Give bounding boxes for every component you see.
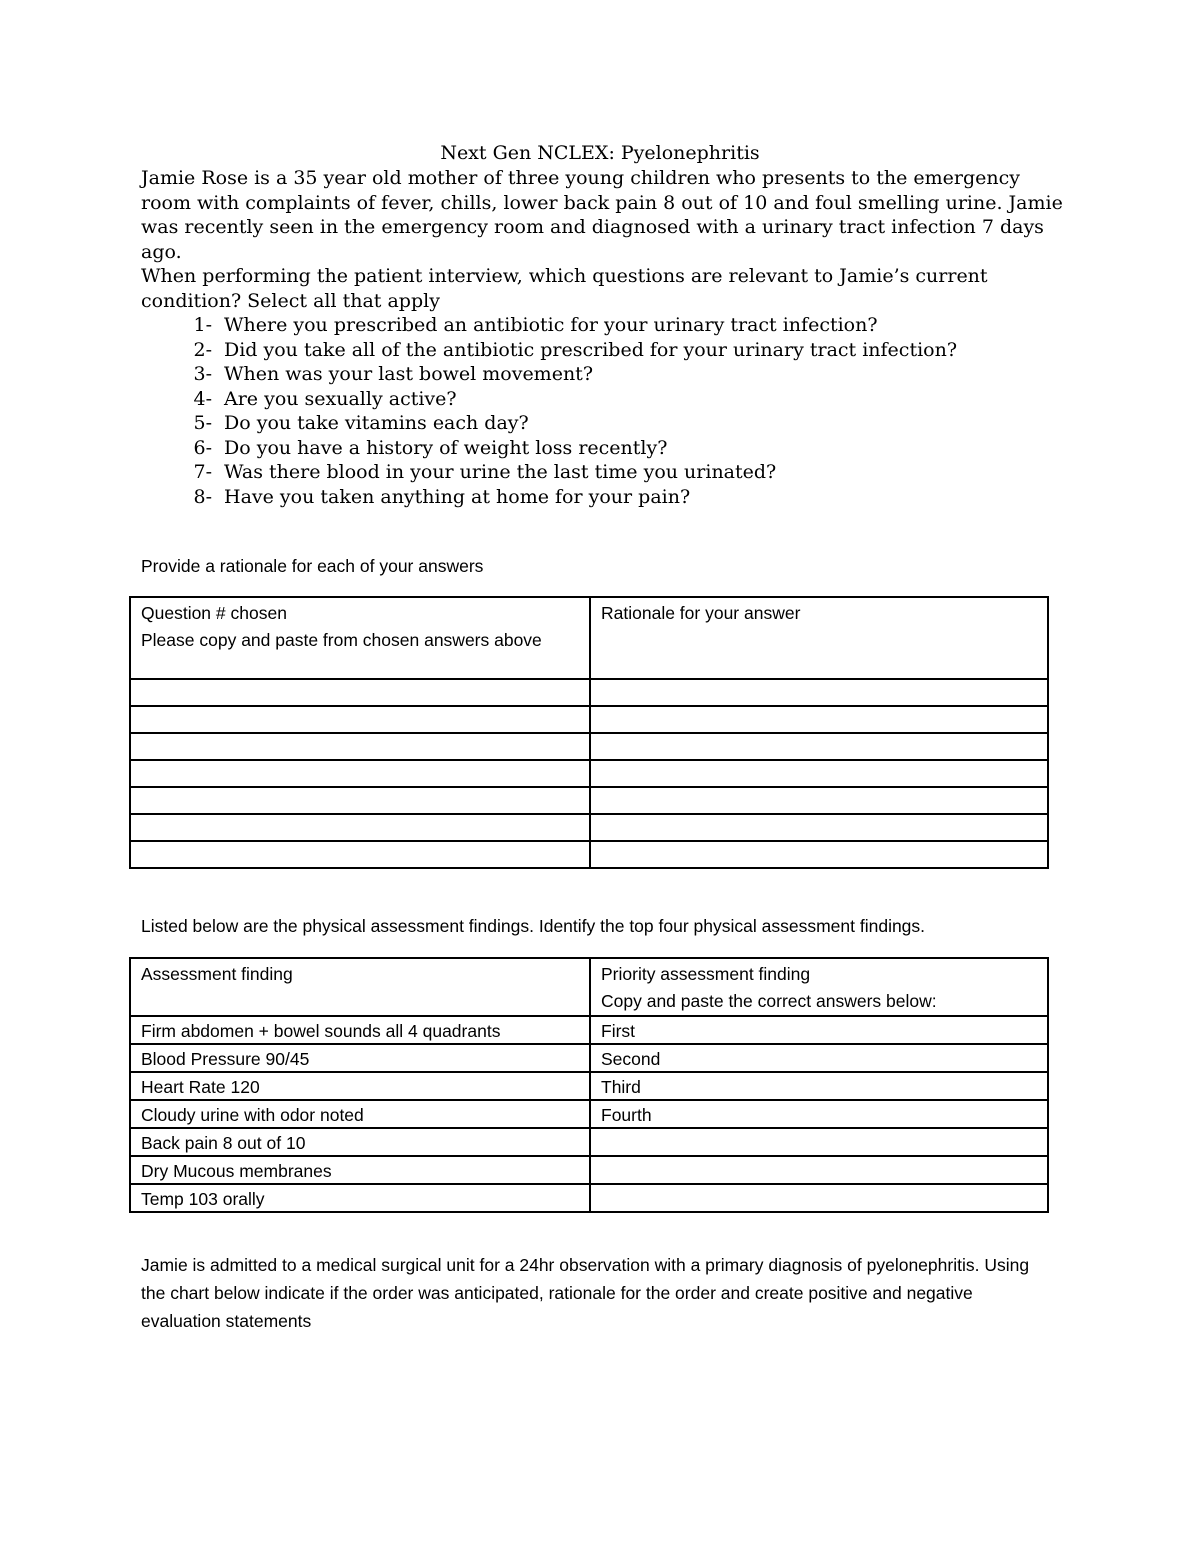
option-text: When was your last bowel movement? [224,363,594,385]
option-text: Do you have a history of weight loss recently? [224,436,668,459]
answer-option [141,387,1071,412]
question-chosen-label: Question # chosen [141,603,287,623]
table-row [130,760,1048,787]
admission-instructions: Jamie is admitted to a medical surgical unit for a 24hr observation with a primary diagnosis of pyelonephritis. Using the chart below indicate if the order was anticipated, rationale for the order and create positive and negative evaluation statements [141,1255,1030,1331]
priority-cell[interactable] [590,1156,1048,1184]
finding-cell: Dry Mucous membranes [130,1156,590,1184]
question-chosen-cell[interactable] [130,706,590,733]
option-text: Are you sexually active? [224,387,457,410]
rationale-cell[interactable] [590,841,1048,868]
option-text: Was there blood in your urine the last time you urinated? [224,461,777,483]
question-chosen-cell[interactable] [130,679,590,706]
table-row [130,814,1048,841]
rationale-table [129,596,1049,869]
option-number: 2- [193,338,212,361]
answer-option [141,460,1071,485]
copy-paste-hint: Please copy and paste from chosen answers above [141,630,542,650]
finding-cell: Temp 103 orally [130,1184,590,1212]
rationale-cell[interactable] [590,706,1048,733]
priority-cell[interactable]: Third [590,1072,1048,1100]
question-chosen-cell[interactable] [130,841,590,868]
assessment-finding-header: Assessment finding [130,958,590,1016]
option-number: 4- [193,387,212,410]
answer-options [141,313,1071,509]
table-row [130,733,1048,760]
interview-question: When performing the patient interview, which questions are relevant to Jamie’s current condition? Select all that apply [141,265,988,312]
question-chosen-cell[interactable] [130,787,590,814]
table-row [130,679,1048,706]
option-number: 1- [193,314,212,336]
page-title: Next Gen NCLEX: Pyelonephritis [440,142,760,164]
rationale-cell[interactable] [590,679,1048,706]
finding-cell: Back pain 8 out of 10 [130,1128,590,1156]
question-chosen-header [130,597,590,679]
rationale-cell[interactable] [590,733,1048,760]
table-header-row [130,958,1048,1016]
answer-option [141,338,1071,363]
finding-cell: Blood Pressure 90/45 [130,1044,590,1072]
option-text: Did you take all of the antibiotic prescribed for your urinary tract infection? [224,338,958,361]
rationale-cell[interactable] [590,760,1048,787]
rationale-instructions: Provide a rationale for each of your answers [141,556,484,576]
table-row [130,706,1048,733]
assessment-table [129,957,1049,1213]
table-row [130,1156,1048,1184]
option-number: 7- [193,461,212,483]
answer-option [141,436,1071,461]
option-text: Where you prescribed an antibiotic for your urinary tract infection? [224,314,878,336]
finding-cell: Heart Rate 120 [130,1072,590,1100]
priority-cell[interactable]: Fourth [590,1100,1048,1128]
option-text: Do you take vitamins each day? [224,412,529,434]
table-row [130,1128,1048,1156]
answer-option [141,362,1071,387]
rationale-cell[interactable] [590,787,1048,814]
table-row [130,1044,1048,1072]
table-row [130,1184,1048,1212]
priority-finding-label: Priority assessment finding [601,964,811,984]
priority-cell[interactable] [590,1128,1048,1156]
option-number: 8- [193,485,212,508]
assessment-instructions: Listed below are the physical assessment findings. Identify the top four physical assessment findings. [141,916,926,936]
answer-option [141,485,1071,510]
option-text: Have you taken anything at home for your pain? [224,485,691,508]
answer-option [141,411,1071,436]
question-chosen-cell[interactable] [130,733,590,760]
priority-cell[interactable]: First [590,1016,1048,1044]
table-row [130,1100,1048,1128]
priority-finding-header [590,958,1048,1016]
table-row [130,1016,1048,1044]
rationale-header: Rationale for your answer [590,597,1048,679]
option-number: 6- [193,436,212,459]
case-intro: Jamie Rose is a 35 year old mother of three young children who presents to the emergency room with complaints of fever, chills, lower back pain 8 out of 10 and foul smelling urine. Jamie was recently seen in the emergency room and diagnosed with a urinary tract infection 7 days ago. [141,167,1063,263]
table-row [130,1072,1048,1100]
option-number: 3- [193,363,212,385]
priority-cell[interactable] [590,1184,1048,1212]
option-number: 5- [193,412,212,434]
finding-cell: Firm abdomen + bowel sounds all 4 quadrants [130,1016,590,1044]
question-chosen-cell[interactable] [130,760,590,787]
rationale-cell[interactable] [590,814,1048,841]
copy-paste-hint: Copy and paste the correct answers below: [601,991,937,1011]
question-chosen-cell[interactable] [130,814,590,841]
table-row [130,787,1048,814]
table-header-row [130,597,1048,679]
priority-cell[interactable]: Second [590,1044,1048,1072]
table-row [130,841,1048,868]
finding-cell: Cloudy urine with odor noted [130,1100,590,1128]
answer-option [141,313,1071,338]
